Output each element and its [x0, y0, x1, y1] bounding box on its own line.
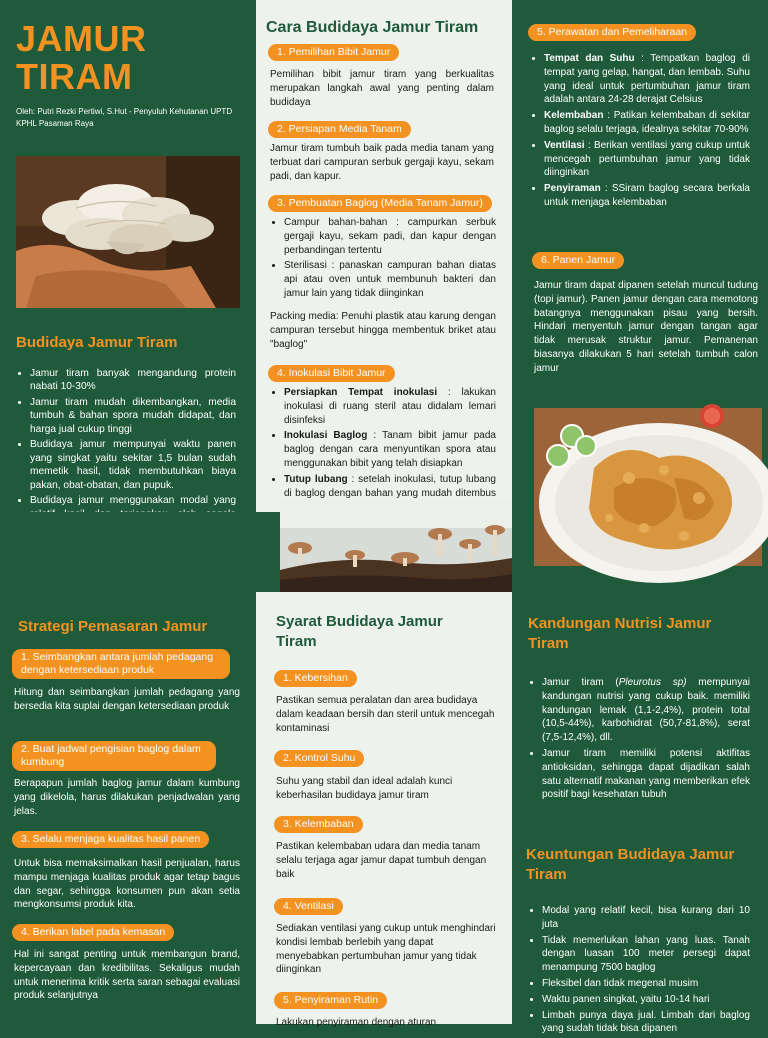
strategi-text-3: Untuk bisa memaksimalkan hasil penjualan, harus mampu menjaga kualitas produk agar tetap bagus dan segar, sehingga konsumen pun akan setia mengkonsumsi produk kita.: [14, 858, 240, 911]
cara-budidaya-panel: [256, 0, 512, 512]
keuntungan-title: Keuntungan Budidaya Jamur Tiram: [526, 846, 735, 883]
step2-label: 2. Persiapan Media Tanam: [268, 121, 411, 138]
syarat-label-2: 2. Kontrol Suhu: [274, 750, 364, 767]
item-desc: : Tempatkan baglog di tempat yang gelap, hangat, dan lembab. Suhu yang ideal untuk pertumbuhan jamur tiram adalah antara 24-28 derajat Celsius: [544, 53, 750, 106]
syarat-text-4: Sediakan ventilasi yang cukup untuk menghindari kondisi lembab berlebih yang dapat menyebabkan pertumbuhan jamur yang tidak diinginkan: [276, 923, 496, 976]
list-item: • Tidak memerlukan lahan yang luas. Tanah dengan luasan 100 meter persegi dapat menampung 7500 baglog: [542, 934, 750, 975]
syarat-text-5: Lakukan penyiraman dengan aturan: [276, 1017, 437, 1028]
list-item: • Budidaya jamur menggunakan modal yang: [30, 494, 236, 534]
cover-panel: [0, 0, 256, 512]
list-item: • Fleksibel dan tidak megenal musim: [542, 977, 750, 991]
strategi-label-4: 4. Berikan label pada kemasan: [12, 924, 174, 941]
step5-label: 5. Perawatan dan Pemeliharaan: [528, 24, 696, 41]
item-term: Ventilasi: [544, 139, 585, 151]
strategi-label-2: 2. Buat jadwal pengisian baglog dalam kumbung: [12, 741, 216, 771]
strategi-text-4: Hal ini sangat penting untuk membangun brand, kepercayaan dan kredibilitas. Sekaligus mudah untuk menerima kritik serta saran sebagai evaluasi produk selanjutnya: [14, 949, 240, 1002]
step4-label: 4. Inokulasi Bibit Jamur: [268, 365, 395, 382]
step2-text: Jamur tiram tumbuh baik pada media tanam yang terbuat dari campuran serbuk gergaji kayu, sekam padi, dan kapur.: [270, 143, 494, 182]
syarat-label-5: 5. Penyiraman Rutin: [274, 992, 387, 1009]
syarat-text-2: Suhu yang stabil dan ideal adalah kunci keberhasilan budidaya jamur tiram: [276, 776, 453, 801]
nutrisi-panel: [512, 592, 768, 1035]
item-desc: : Patikan kelembaban di sekitar baglog selalu terjaga, idealnya sekitar 70-90%: [544, 110, 750, 135]
list-item: [544, 182, 750, 210]
list-item: • Jamur tiram mudah dikembangkan, media tumbuh & bahan spora mudah didapat, dan harga jual cukup tinggi: [30, 396, 236, 436]
step1-label: 1. Pemilihan Bibit Jamur: [268, 44, 399, 61]
list-item: [542, 676, 750, 745]
list-item: [284, 386, 496, 427]
strategi-label-1: 1. Seimbangkan antara jumlah pedagang dengan ketersediaan produk: [12, 649, 230, 679]
item-desc: : setelah inokulasi, tutup lubang di baglog dengan bahan yang mudah ditembus: [284, 473, 496, 499]
strategi-label-3: 3. Selalu menjaga kualitas hasil panen: [12, 831, 209, 848]
item-desc: : lakukan inokulasi di ruang steril atau didalam lemari disinfeksi: [284, 387, 496, 426]
species-name: Pleurotus sp): [618, 677, 687, 688]
list-item: [284, 429, 496, 470]
list-item: • Jamur tiram banyak mengandung protein nabati 10-30%: [30, 367, 236, 394]
list-item: [544, 52, 750, 107]
item-desc: : SSiram baglog secara berkala untuk menjaga kelembaban: [544, 183, 750, 208]
strategi-title: Strategi Pemasaran Jamur: [18, 618, 208, 635]
list-item: • Waktu panen singkat, yaitu 10-14 hari: [542, 993, 750, 1007]
strategi-text-2: Berapapun jumlah baglog jamur dalam kumbung yang dikelola, harus dilakukan penjadwalan yang jelas.: [14, 778, 240, 817]
cover-author: Oleh: Putri Rezki Pertiwi, S.Hut - Penyuluh Kehutanan UPTD KPHL Pasaman Raya: [16, 107, 233, 128]
item-term: Tempat dan Suhu: [544, 53, 635, 64]
list-item: [544, 139, 750, 180]
step4-bullets: [270, 386, 496, 516]
syarat-label-1: 1. Kebersihan: [274, 670, 357, 687]
mushroom-in-hand-photo: [16, 156, 240, 308]
list-item: • Campur bahan-bahan : campurkan serbuk gergaji kayu, sekam padi, dan kapur dengan perbandingan tertentu: [284, 216, 496, 257]
list-item: • Budidaya jamur mempunyai waktu panen yang singkat yaitu sekitar 1,5 bulan sudah memetik hasil, tidak membutuhkan biaya pakan, obat-obatan, dan pupuk.: [30, 438, 236, 492]
fried-mushroom-photo: [534, 408, 762, 566]
nutrisi-pre: Jamur tiram (: [542, 677, 619, 688]
item-term: Tutup lubang: [284, 473, 348, 485]
list-item: • Jamur tiram memiliki potensi aktifitas antioksidan, sehingga dapat dijadikan salah satu alternatif makanan yang memberikan efek positif bagi kesehatan tubuh: [542, 747, 750, 802]
nutrisi-title: Kandungan Nutrisi Jamur Tiram: [528, 615, 712, 652]
step3-label: 3. Pembuatan Baglog (Media Tanam Jamur): [268, 195, 492, 212]
mushroom-log-photo-image: [280, 500, 512, 592]
cover-title: [16, 20, 147, 96]
syarat-label-4: 4. Ventilasi: [274, 898, 343, 915]
item-term: Persiapkan Tempat inokulasi: [284, 387, 438, 398]
nutrisi-bullets: [528, 676, 750, 804]
keuntungan-bullets: [528, 904, 750, 1038]
step6-text: Jamur tiram dapat dipanen setelah muncul tudung (topi jamur). Panen jamur dengan cara memotong batangnya menggunakan pisau yang bersih. Hindari menyentuh jamur dengan tangan agar tidak merusak struktur jamur. Pemanenan biasanya dilakukan 5 hari setelah tumbuh calon jamur: [534, 280, 758, 374]
syarat-label-3: 3. Kelembaban: [274, 816, 363, 833]
syarat-panel: [256, 592, 512, 1028]
step3-bullets: [270, 216, 496, 303]
list-item: [544, 109, 750, 137]
list-item: • Modal yang relatif kecil, bisa kurang dari 10 juta: [542, 904, 750, 932]
step5-bullets: [530, 52, 750, 212]
strategi-text-1: Hitung dan seimbangkan jumlah pedagang yang bersedia kita suplai dengan ketersediaan produk: [14, 687, 240, 712]
list-item: • Sterilisasi : panaskan campuran bahan diatas api atau oven untuk membunuh bakteri dan jamur lain yang tidak diinginkan: [284, 259, 496, 300]
item-desc: : Tanam bibit jamur pada baglog dengan cara menyuntikan spora atau menggunakan bibit yang telah disiapkan: [284, 430, 496, 469]
item-term: Kelembaban: [544, 110, 604, 122]
list-item: • Limbah punya daya jual. Limbah dari baglog yang sudah tidak bisa dipanen: [542, 1009, 750, 1037]
perawatan-panel: [512, 0, 768, 512]
cara-title: Cara Budidaya Jamur Tiram: [266, 19, 479, 36]
cover-title-line2: TIRAM: [16, 56, 133, 97]
strategi-panel: [0, 512, 256, 1024]
item-term: Inokulasi Baglog: [284, 430, 368, 442]
step6-label: 6. Panen Jamur: [532, 252, 624, 269]
item-desc: : Berikan ventilasi yang cukup untuk mencegah pertumbuhan jamur yang tidak diinginkan: [544, 139, 750, 179]
syarat-text-3: Pastikan kelembaban udara dan media tanam selalu terjaga agar jamur dapat tumbuh dengan baik: [276, 841, 487, 880]
item-term: Penyiraman: [544, 183, 601, 195]
step3-packing: Packing media: Penuhi plastik atau karung dengan campuran tersebut hingga membentuk briket atau "baglog": [270, 311, 496, 350]
syarat-title: Syarat Budidaya Jamur Tiram: [276, 613, 443, 650]
syarat-text-1: Pastikan semua peralatan dan area budidaya dalam keadaan bersih dan steril untuk mencegah kontaminasi: [276, 695, 495, 734]
section-title-budidaya: Budidaya Jamur Tiram: [16, 334, 178, 351]
step1-text: Pemilihan bibit jamur tiram yang berkualitas merupakan langkah awal yang penting dalam budidaya: [270, 69, 494, 108]
cover-title-line1: JAMUR: [16, 18, 147, 59]
nutrisi-post: mempunyai kandungan nutrisi yang cukup baik. memiliki kandungan lemak (1,1-2,4%), protein total (10,5-44%), karbohidrat (50,7-81,8%), serat (7,5-12,4%), dll.: [542, 677, 750, 744]
